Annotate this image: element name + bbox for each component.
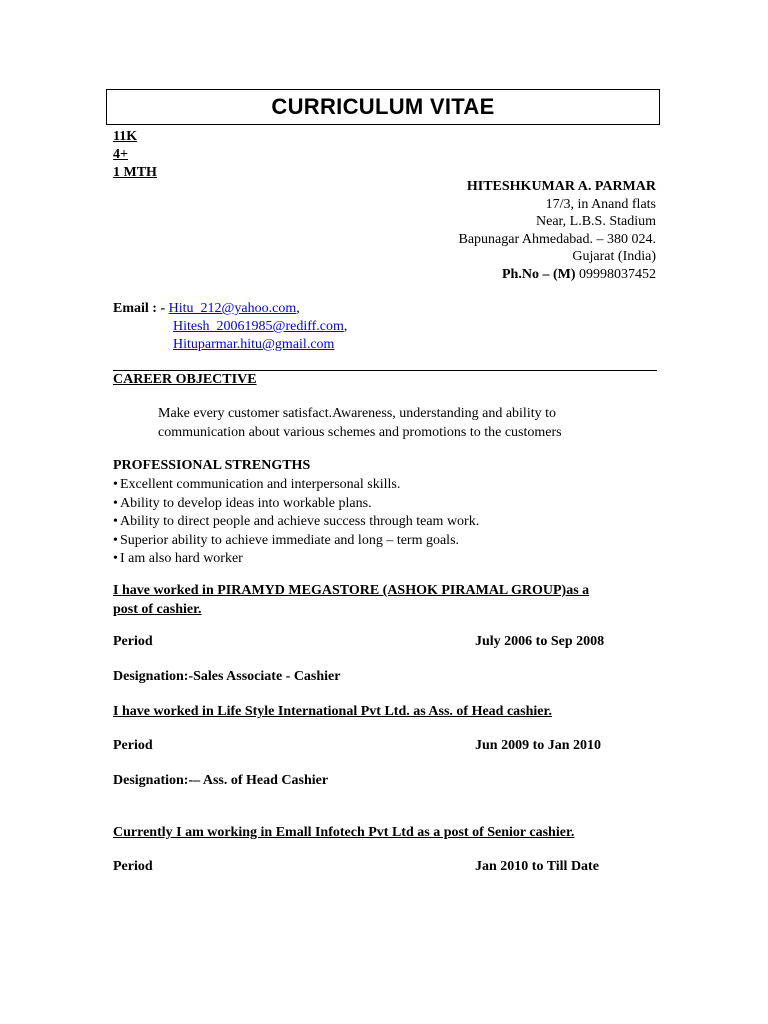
tags <box>113 128 157 182</box>
experience-3-period-label: Period <box>113 859 153 874</box>
career-objective-line-2: communication about various schemes and promotions to the customers <box>158 424 562 440</box>
career-objective-heading: CAREER OBJECTIVE <box>113 372 257 387</box>
section-divider <box>113 370 657 371</box>
experience-1-heading: I have worked in PIRAMYD MEGASTORE (ASHOK PIRAMAL GROUP)as a post of cashier. <box>113 583 590 617</box>
experience-3-heading: Currently I am working in Emall Infotech Pvt Ltd as a post of Senior cashier. <box>113 825 575 840</box>
list-item: • Ability to direct people and achieve success through team work. <box>113 513 479 532</box>
strengths-list <box>113 476 479 569</box>
experience-1-period-label: Period <box>113 634 153 649</box>
bullet-icon: • <box>113 532 118 548</box>
address-line-1: 17/3, in Anand flats <box>545 196 656 212</box>
bullet-icon: • <box>113 477 118 492</box>
experience-3-period-value: Jan 2010 to Till Date <box>475 859 599 874</box>
email-block-2 <box>173 318 347 354</box>
bullet-icon: • <box>113 495 118 511</box>
experience-2-designation: Designation:-– Ass. of Head Cashier <box>113 773 329 788</box>
title-box <box>106 89 660 125</box>
bullet-icon: • <box>113 514 118 529</box>
email-link-3[interactable]: Hituparmar.hitu@gmail.com <box>173 337 335 352</box>
career-objective-line-1: Make every customer satisfact.Awareness, understanding and ability to <box>158 406 556 421</box>
address-line-4: Gujarat (India) <box>572 249 656 264</box>
experience-2-period-value: Jun 2009 to Jan 2010 <box>475 738 602 753</box>
phone-value: 09998037452 <box>579 266 656 282</box>
email-label: Email : - <box>113 301 169 316</box>
list-item: • Superior ability to achieve immediate and long – term goals. <box>113 532 479 551</box>
email-link-2[interactable]: Hitesh_20061985@rediff.com <box>173 319 344 334</box>
email-block <box>113 300 300 318</box>
bullet-icon: • <box>113 551 118 566</box>
page-title: CURRICULUM VITAE <box>271 94 495 119</box>
address-line-3: Bapunagar Ahmedabad. – 380 024. <box>458 231 656 247</box>
contact-block <box>458 178 656 283</box>
email-sep-2: , <box>343 319 348 334</box>
list-item: • I am also hard worker <box>113 550 479 569</box>
career-objective-text <box>158 405 562 442</box>
experience-2-period-label: Period <box>113 738 153 753</box>
experience-1-designation: Designation:-Sales Associate - Cashier <box>113 669 341 684</box>
list-item: • Ability to develop ideas into workable plans. <box>113 495 479 514</box>
experience-2-heading: I have worked in Life Style International Pvt Ltd. as Ass. of Head cashier. <box>113 704 552 719</box>
strengths-heading: PROFESSIONAL STRENGTHS <box>113 458 311 473</box>
tag-1: 11K <box>113 129 138 144</box>
list-item: • Excellent communication and interpersonal skills. <box>113 476 479 495</box>
phone-line <box>458 266 656 284</box>
tag-3: 1 MTH <box>113 165 157 180</box>
phone-label: Ph.No – (M) <box>502 266 576 282</box>
experience-1-period-value: July 2006 to Sep 2008 <box>475 634 605 649</box>
email-sep-1: , <box>296 301 300 316</box>
address-line-2: Near, L.B.S. Stadium <box>536 214 656 229</box>
candidate-name: HITESHKUMAR A. PARMAR <box>466 179 656 194</box>
tag-2: 4+ <box>113 147 128 162</box>
email-link-1[interactable]: Hitu_212@yahoo.com <box>168 301 297 316</box>
